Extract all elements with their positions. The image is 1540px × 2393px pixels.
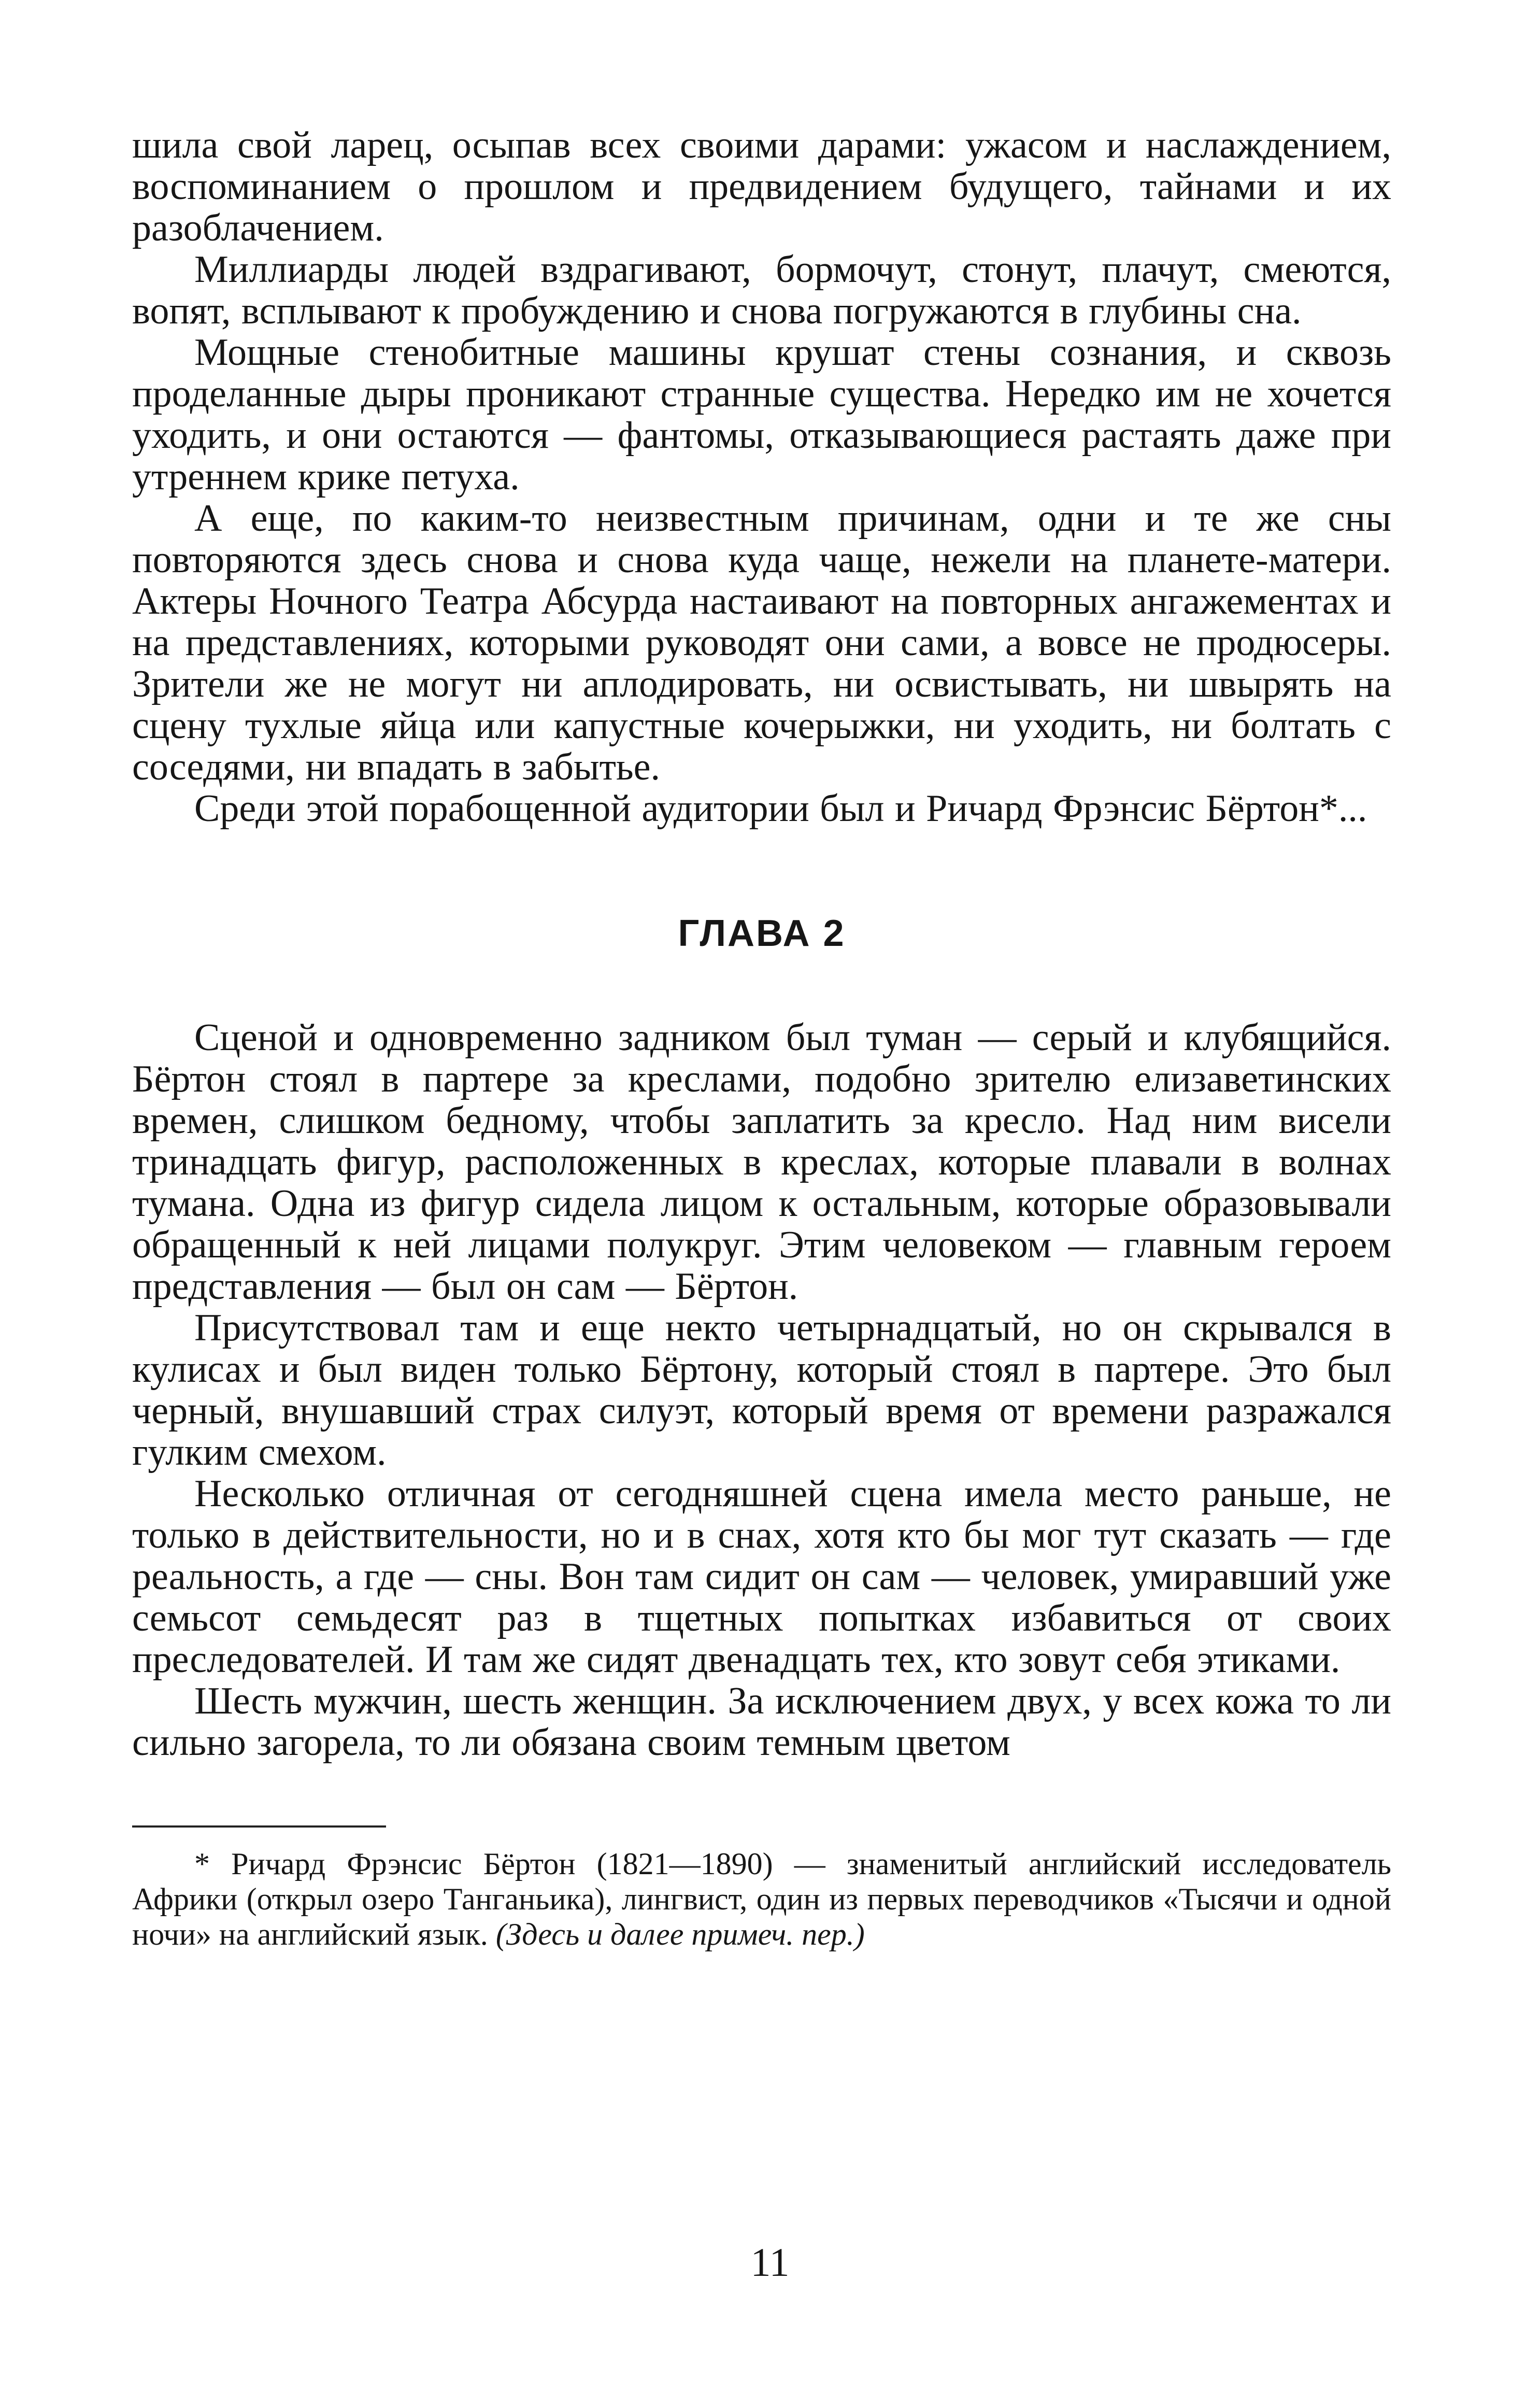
paragraph: А еще, по каким-то неизвестным причинам, одни и те же сны повторяются здесь снова и снова куда чаще, нежели на планете-матери. Актеры Ночного Театра Абсурда настаивают на повторных ангажементах и на представлениях, которыми руководят они сами, а вовсе не продюсеры. Зрители же не могут ни аплодировать, ни освистывать, ни швырять на сцену тухлые яйца или капустные кочерыжки, ни уходить, ни болтать с соседями, ни впадать в забытье. xyxy=(132,497,1391,788)
paragraph: Мощные стенобитные машины крушат стены сознания, и сквозь проделанные дыры проникают странные существа. Нередко им не хочется уходить, и они остаются — фантомы, отказывающиеся растаять даже при утреннем крике петуха. xyxy=(132,331,1391,498)
page-body xyxy=(132,124,1391,1952)
paragraph: Среди этой порабощенной аудитории был и Ричард Фрэнсис Бёртон*... xyxy=(194,787,1367,830)
paragraph-continued: шила свой ларец, осыпав всех своими дарами: ужасом и наслаждением, воспоминанием о прошлом и предвидением будущего, тайнами и их разоблачением. xyxy=(132,124,1391,249)
footnote xyxy=(132,1846,1391,1952)
footnote-note: (Здесь и далее примеч. пер.) xyxy=(495,1917,865,1951)
paragraph: Шесть мужчин, шесть женщин. За исключением двух, у всех кожа то ли сильно загорела, то ли обязана своим темным цветом xyxy=(132,1680,1391,1764)
footnote-divider xyxy=(132,1825,386,1828)
paragraph: Сценой и одновременно задником был туман — серый и клубящийся. Бёртон стоял в партере за креслами, подобно зрителю елизаветинских времен, слишком бедному, чтобы заплатить за кресло. Над ним висели тринадцать фигур, расположенных в креслах, которые плавали в волнах тумана. Одна из фигур сидела лицом к остальным, которые образовывали обращенный к ней лицами полукруг. Этим человеком — главным героем представления — был он сам — Бёртон. xyxy=(132,1016,1391,1308)
paragraph: Несколько отличная от сегодняшней сцена имела место раньше, не только в действительности, но и в снах, хотя кто бы мог тут сказать — где реальность, а где — сны. Вон там сидит он сам — человек, умиравший уже семьсот семьдесят раз в тщетных попытках избавиться от своих преследователей. И там же сидят двенадцать тех, кто зовут себя этиками. xyxy=(132,1472,1391,1681)
page-number: 11 xyxy=(750,2240,790,2285)
paragraph: Присутствовал там и еще некто четырнадцатый, но он скрывался в кулисах и был виден только Бёртону, который стоял в партере. Это был черный, внушавший страх силуэт, который время от времени разражался гулким смехом. xyxy=(132,1307,1391,1474)
paragraph: Миллиарды людей вздрагивают, бормочут, стонут, плачут, смеются, вопят, всплывают к пробуждению и снова погружаются в глубины сна. xyxy=(132,248,1391,332)
footnote-text: * Ричард Фрэнсис Бёртон (1821—1890) — знаменитый английский исследователь Африки (открыл озеро Танганьика), лингвист, один из первых переводчиков «Тысячи и одной ночи» на английский язык. xyxy=(132,1847,1391,1951)
chapter-title: ГЛАВА 2 xyxy=(678,913,846,954)
